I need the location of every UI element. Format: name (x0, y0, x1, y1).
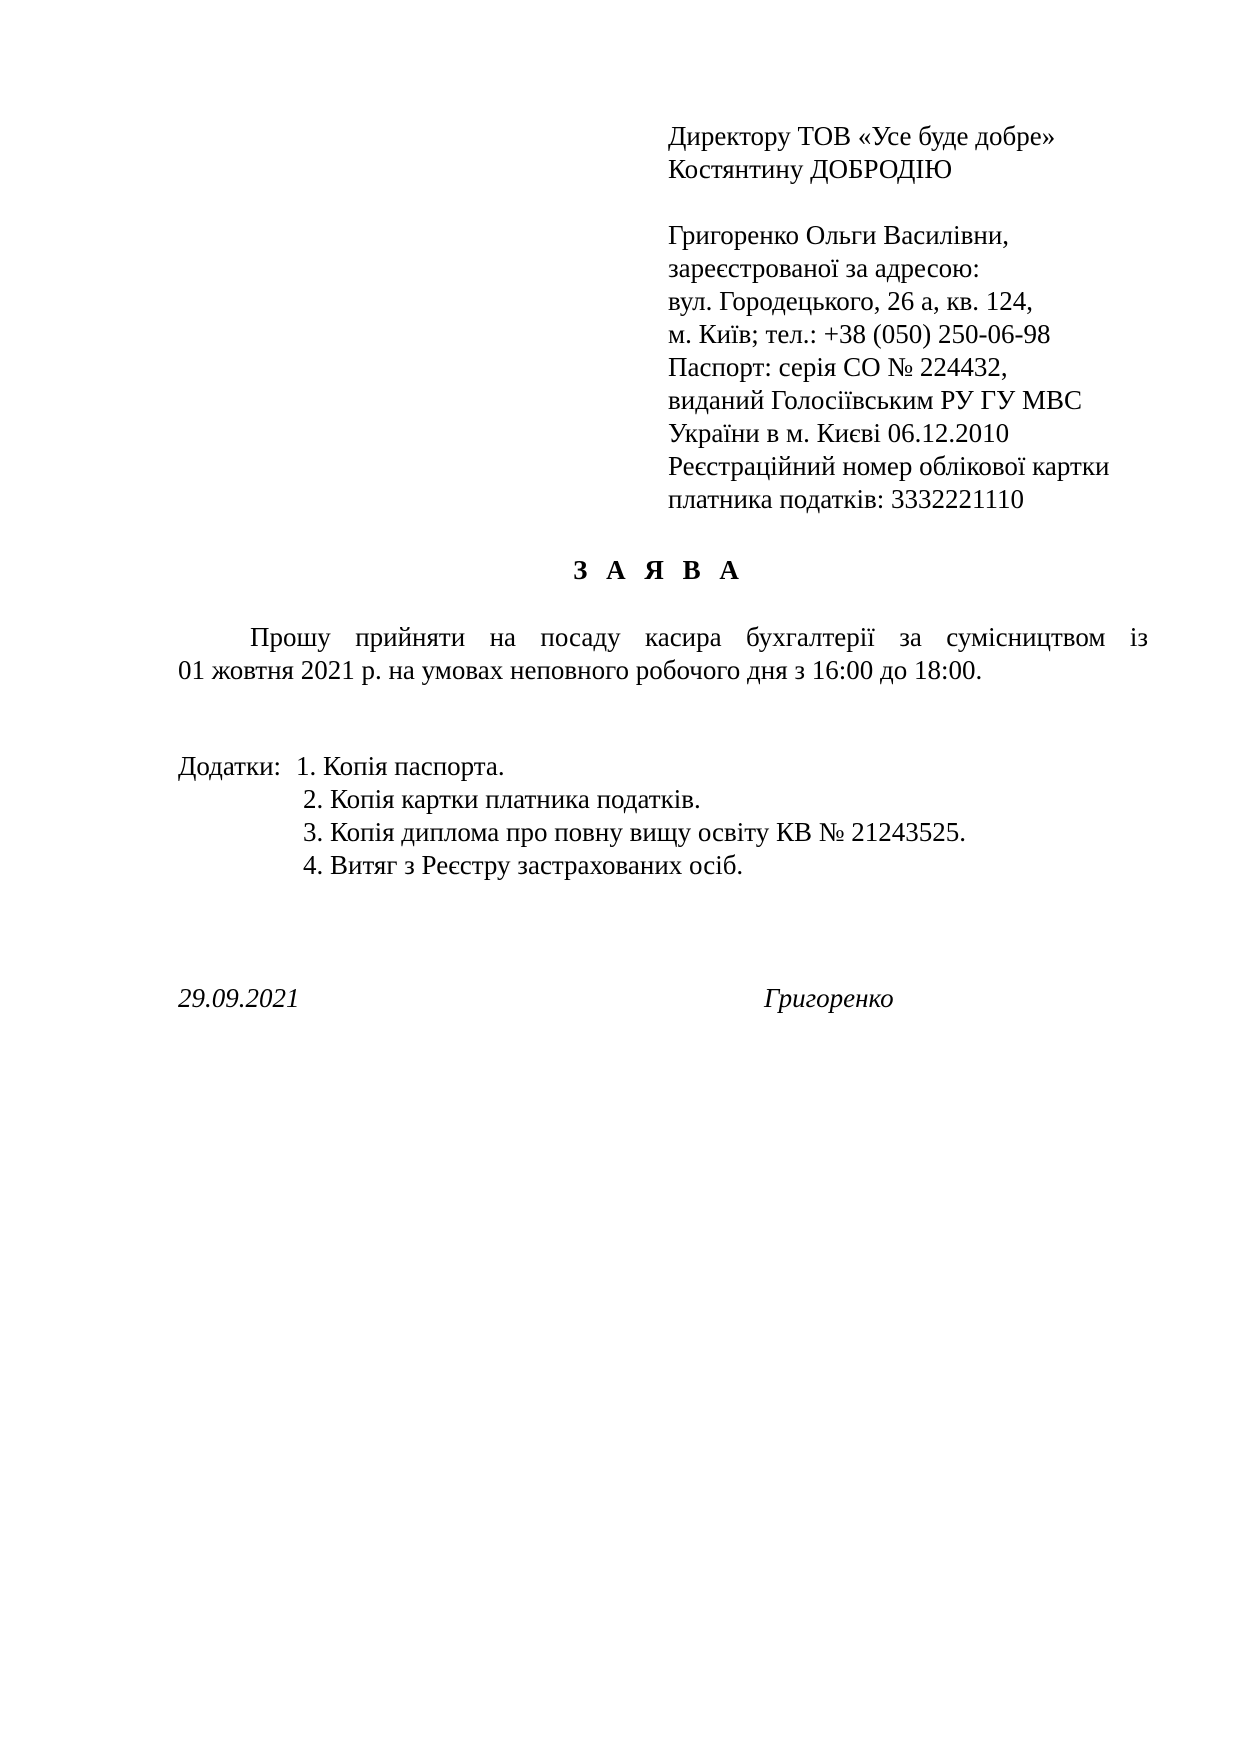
body-line-1: Прошу прийняти на посаду касира бухгалтерії за сумісництвом із (250, 622, 1148, 652)
addressee-line-director: Директору ТОВ «Усе буде добре» (668, 121, 1056, 151)
document-date: 29.09.2021 (178, 983, 300, 1013)
applicant-passport-issuer: виданий Голосіївським РУ ГУ МВС (668, 385, 1083, 415)
applicant-tax-number-label: Реєстраційний номер облікової картки (668, 451, 1110, 481)
document-title: З А Я В А (573, 555, 745, 585)
attachment-item-4: 4. Витяг з Реєстру застрахованих осіб. (303, 850, 744, 880)
signature: Григоренко (764, 983, 894, 1013)
attachment-item-1: 1. Копія паспорта. (296, 751, 505, 781)
applicant-name: Григоренко Ольги Василівни, (668, 220, 1010, 250)
body-line-2: 01 жовтня 2021 р. на умовах неповного робочого дня з 16:00 до 18:00. (178, 655, 983, 685)
attachment-item-2: 2. Копія картки платника податків. (303, 784, 701, 814)
applicant-street: вул. Городецького, 26 а, кв. 124, (668, 286, 1034, 316)
applicant-city-phone: м. Київ; тел.: +38 (050) 250-06-98 (668, 319, 1051, 349)
addressee-line-name: Костянтину ДОБРОДІЮ (668, 154, 953, 184)
applicant-tax-number: платника податків: 3332221110 (668, 484, 1024, 514)
attachment-item-3: 3. Копія диплома про повну вищу освіту КВ № 21243525. (303, 817, 966, 847)
applicant-registered-label: зареєстрованої за адресою: (668, 253, 980, 283)
attachments-label: Додатки: (178, 751, 282, 781)
applicant-passport-issue-date: України в м. Києві 06.12.2010 (668, 418, 1010, 448)
applicant-passport: Паспорт: серія СО № 224432, (668, 352, 1008, 382)
